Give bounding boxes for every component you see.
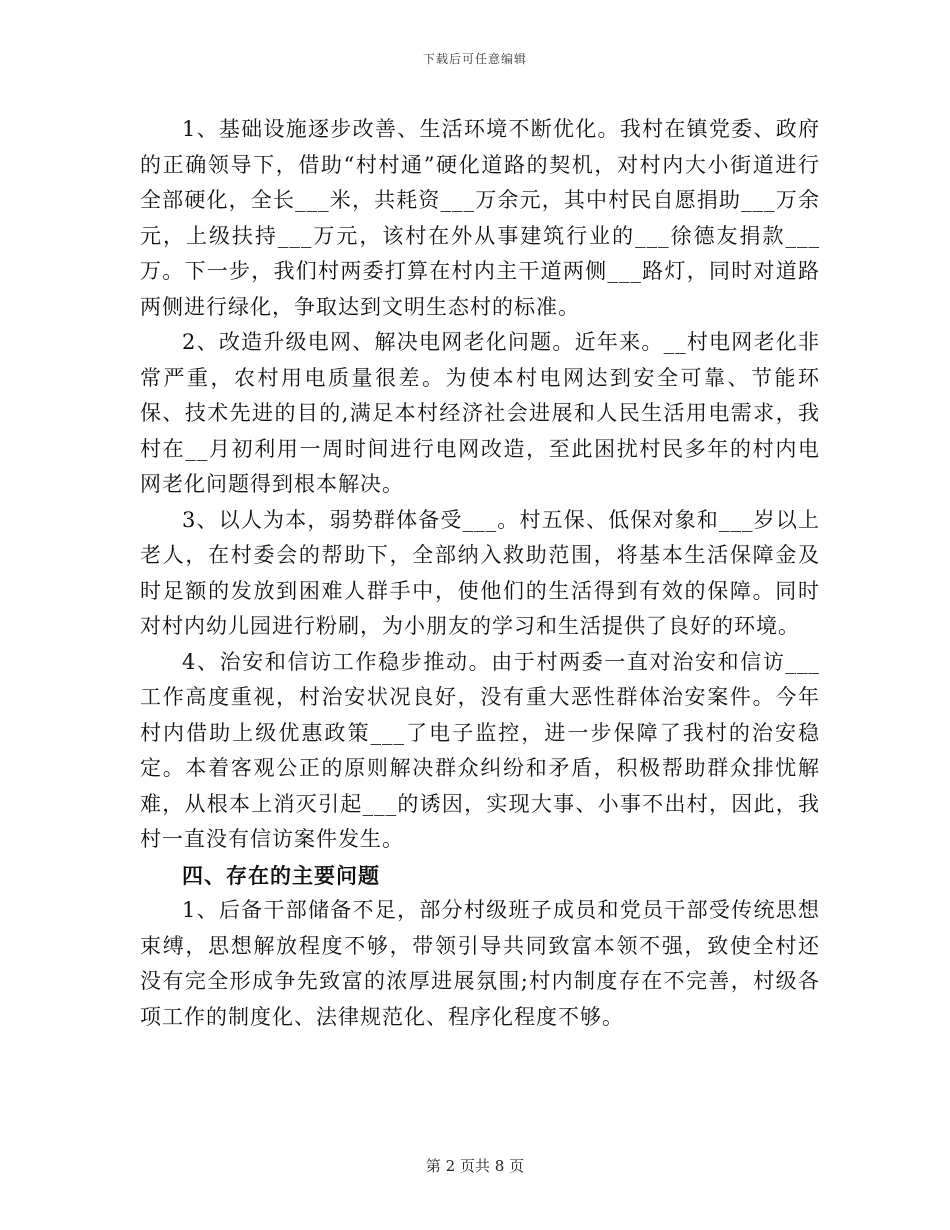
document-body bbox=[140, 112, 820, 1035]
page-header: 下载后可任意编辑 bbox=[422, 52, 527, 66]
paragraph-infrastructure: 1、基础设施逐步改善、生活环境不断优化。我村在镇党委、政府的正确领导下，借助“村村通”硬化道路的契机，对村内大小街道进行全部硬化，全长___米，共耗资___万余元，其中村民自愿捐助___万余元，上级扶持___万元，该村在外从事建筑行业的___徐德友捐款___万。下一步，我们村两委打算在村内主干道两侧___路灯，同时对道路两侧进行绿化，争取达到文明生态村的标准。 bbox=[140, 117, 820, 319]
paragraph-public-security: 4、治安和信访工作稳步推动。由于村两委一直对治安和信访___工作高度重视，村治安状况良好，没有重大恶性群体治安案件。今年村内借助上级优惠政策___了电子监控，进一步保障了我村的治安稳定。本着客观公正的原则解决群众纠纷和矛盾，积极帮助群众排忧解难，从根本上消灭引起___的诱因，实现大事、小事不出村，因此，我村一直没有信访案件发生。 bbox=[140, 649, 820, 851]
paragraph-power-grid: 2、改造升级电网、解决电网老化问题。近年来。__村电网老化非常严重，农村用电质量很差。为使本村电网达到安全可靠、节能环保、技术先进的目的,满足本村经济社会进展和人民生活用电需求，我村在__月初利用一周时间进行电网改造，至此困扰村民多年的村内电网老化问题得到根本解决。 bbox=[140, 330, 820, 496]
paragraph-vulnerable-groups: 3、以人为本，弱势群体备受___。村五保、低保对象和___岁以上老人，在村委会的帮助下，全部纳入救助范围，将基本生活保障金及时足额的发放到困难人群手中，使他们的生活得到有效的保障。同时对村内幼儿园进行粉刷，为小朋友的学习和生活提供了良好的环境。 bbox=[140, 507, 820, 638]
section-heading: 四、存在的主要问题 bbox=[182, 862, 380, 888]
paragraph-main-problems: 1、后备干部储备不足，部分村级班子成员和党员干部受传统思想束缚，思想解放程度不够，带领引导共同致富本领不强，致使全村还没有完全形成争先致富的浓厚进展氛围;村内制度存在不完善，村级各项工作的制度化、法律规范化、程序化程度不够。 bbox=[140, 898, 820, 1029]
page-number: 第 2 页共 8 页 bbox=[425, 1157, 525, 1175]
